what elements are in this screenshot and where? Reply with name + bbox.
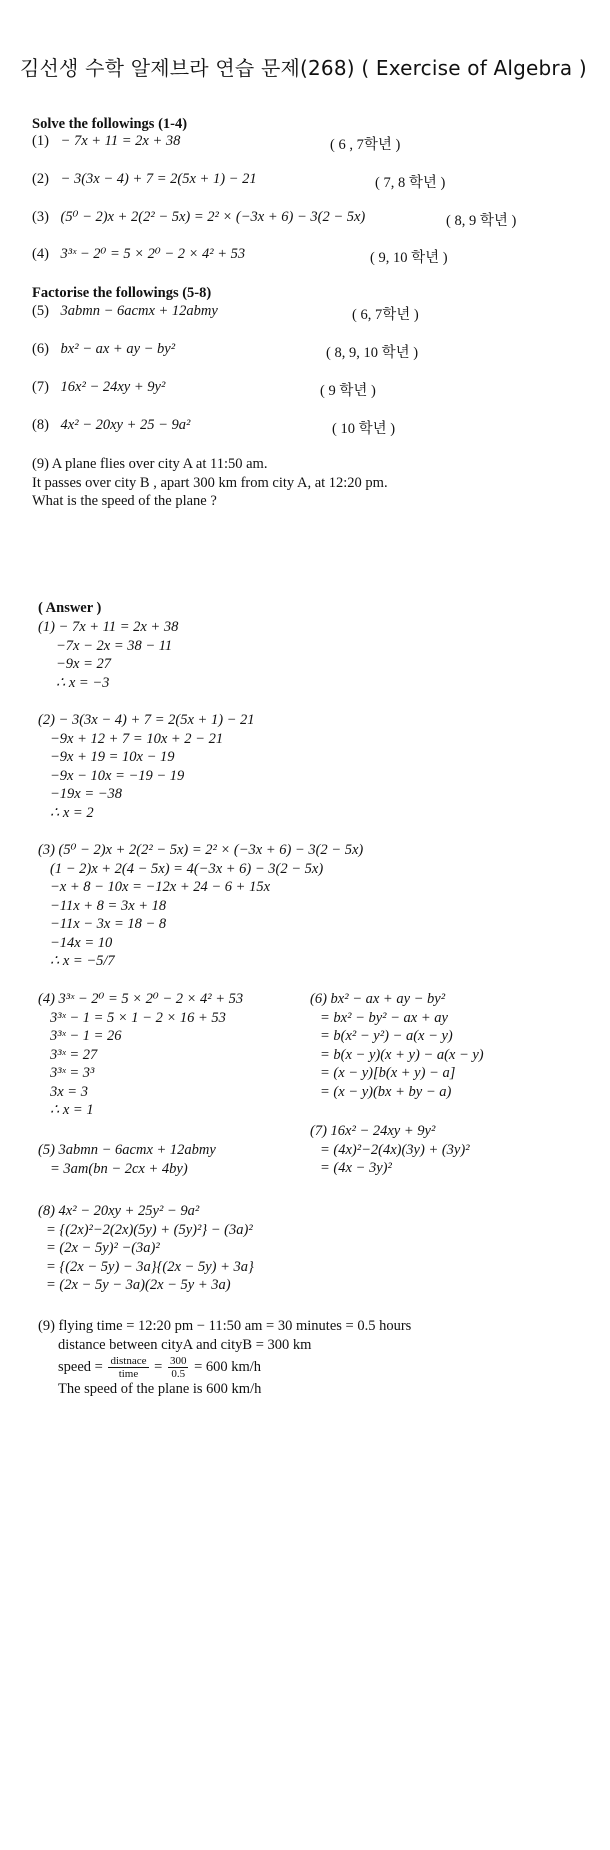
answer-9 [38,1317,411,1399]
question-9-line: It passes over city B , apart 300 km from city A, at 12:20 pm. [32,474,388,491]
question-6 [32,341,175,358]
answer-line: (3) (5⁰ − 2)x + 2(2² − 5x) = 2² × (−3x + 6) − 3(2 − 5x) [38,842,364,858]
answer-line: (6) bx² − ax + ay − by² [310,991,446,1007]
answer-line: ∴ x = −5/7 [50,953,115,969]
fraction-distance-time [108,1355,148,1380]
fraction-numerator: 300 [169,1355,187,1368]
grade-label: ( 9 학년 ) [320,383,376,399]
question-8 [32,417,190,434]
answer-7 [310,1122,470,1178]
question-expression: 3abmn − 6acmx + 12abmy [60,303,218,319]
answer-line: = (4x)²−2(4x)(3y) + (3y)² [320,1141,470,1158]
answer-line: = 3am(bn − 2cx + 4by) [50,1160,188,1177]
grade-label: ( 10 학년 ) [332,421,396,437]
answer-line: −9x + 12 + 7 = 10x + 2 − 21 [50,730,224,747]
question-expression: bx² − ax + ay − by² [60,341,176,357]
answer-line: (1) − 7x + 11 = 2x + 38 [38,619,179,635]
question-9-line: (9) A plane flies over city A at 11:50 am. [32,456,268,472]
answer-line: = {(2x − 5y) − 3a}{(2x − 5y) + 3a} [46,1258,254,1275]
answer-3 [38,841,363,971]
answer-line: −7x − 2x = 38 − 11 [56,637,173,654]
fraction-denominator: 0.5 [171,1368,186,1381]
answer-2 [38,711,255,822]
answer-line: (9) flying time = 12:20 pm − 11:50 am = 30 minutes = 0.5 hours [38,1318,412,1334]
question-expression: − 3(3x − 4) + 7 = 2(5x + 1) − 21 [60,171,257,187]
answer-line: −9x − 10x = −19 − 19 [50,767,185,784]
grade-label: ( 6, 7학년 ) [352,307,419,323]
answer-line: 3³ˣ − 1 = 5 × 1 − 2 × 16 + 53 [50,1009,226,1026]
speed-result: = 600 km/h [194,1359,262,1375]
answer-line: (5) 3abmn − 6acmx + 12abmy [38,1142,216,1158]
answer-line: (2) − 3(3x − 4) + 7 = 2(5x + 1) − 21 [38,712,255,728]
answer-line: 3³ˣ = 3³ [50,1065,95,1081]
question-9 [32,455,388,511]
question-number: (2) [32,171,49,187]
speed-formula [38,1354,411,1380]
question-number: (4) [32,246,49,262]
answer-line: (8) 4x² − 20xy + 25y² − 9a² [38,1203,200,1219]
answer-line: −11x + 8 = 3x + 18 [50,897,167,914]
fraction-300-over-0.5 [168,1355,189,1380]
question-2 [32,171,257,188]
equals-sign: = [154,1359,163,1375]
question-number: (7) [32,379,49,395]
answer-line: = b(x² − y²) − a(x − y) [320,1028,453,1044]
answer-line: −9x + 19 = 10x − 19 [50,749,175,765]
question-number: (1) [32,133,49,149]
question-5 [32,303,218,320]
answer-line: ∴ x = 1 [50,1102,94,1118]
page-title: 김선생 수학 알제브라 연습 문제(268) ( Exercise of Algebra ) [20,56,587,80]
speed-label: speed = [58,1359,103,1375]
fraction-denominator: time [118,1368,139,1381]
answer-line: = (4x − 3y)² [320,1160,392,1176]
grade-label: ( 9, 10 학년 ) [370,250,448,266]
answer-8 [38,1202,254,1295]
question-number: (5) [32,303,49,319]
answer-line: (4) 3³ˣ − 2⁰ = 5 × 2⁰ − 2 × 4² + 53 [38,991,244,1007]
answer-line: (1 − 2)x + 2(4 − 5x) = 4(−3x + 6) − 3(2 − 5x) [50,860,324,877]
answer-line: = (x − y)(bx + by − a) [320,1083,452,1100]
answer-line: ∴ x = 2 [50,804,94,821]
answer-line: 3³ˣ = 27 [50,1046,98,1063]
answer-5 [38,1141,216,1178]
question-number: (8) [32,417,49,433]
answer-line: ∴ x = −3 [56,674,110,691]
question-expression: − 7x + 11 = 2x + 38 [60,133,181,149]
answer-line: 3³ˣ − 1 = 26 [50,1028,122,1044]
section-solve-heading: Solve the followings (1-4) [32,116,188,132]
question-4 [32,246,245,263]
section-factorise-heading: Factorise the followings (5-8) [32,285,212,301]
grade-label: ( 7, 8 학년 ) [375,175,446,191]
answer-line: −9x = 27 [56,656,112,672]
grade-label: ( 6 , 7학년 ) [330,137,401,153]
answer-6 [310,990,484,1101]
answer-4 [38,990,243,1120]
question-9-line: What is the speed of the plane ? [32,493,217,509]
question-expression: 4x² − 20xy + 25 − 9a² [60,417,191,433]
answer-line: = (2x − 5y − 3a)(2x − 5y + 3a) [46,1277,231,1293]
question-number: (3) [32,209,49,225]
answer-line: = {(2x)²−2(2x)(5y) + (5y)²} − (3a)² [46,1221,253,1238]
question-7 [32,379,165,396]
answer-line: −x + 8 − 10x = −12x + 24 − 6 + 15x [50,879,271,895]
question-expression: (5⁰ − 2)x + 2(2² − 5x) = 2² × (−3x + 6) − 3(2 − 5x) [60,209,366,225]
question-number: (6) [32,341,49,357]
fraction-numerator: distnace [110,1355,147,1368]
answer-line: −11x − 3x = 18 − 8 [50,916,167,932]
answer-line: The speed of the plane is 600 km/h [58,1381,262,1397]
answer-line: = (x − y)[b(x + y) − a] [320,1065,456,1081]
question-expression: 16x² − 24xy + 9y² [60,379,166,395]
question-1 [32,133,180,150]
answer-line: −19x = −38 [50,786,123,802]
grade-label: ( 8, 9 학년 ) [446,213,517,229]
question-3 [32,209,365,226]
answer-line: 3x = 3 [50,1083,88,1100]
answer-heading: ( Answer ) [38,600,102,616]
answer-line: = (2x − 5y)² −(3a)² [46,1240,160,1256]
answer-line: (7) 16x² − 24xy + 9y² [310,1123,436,1139]
question-expression: 3³ˣ − 2⁰ = 5 × 2⁰ − 2 × 4² + 53 [60,246,246,262]
answer-line: −14x = 10 [50,934,113,951]
answer-line: distance between cityA and cityB = 300 km [58,1336,312,1353]
answer-1 [38,618,178,692]
answer-line: = bx² − by² − ax + ay [320,1009,448,1026]
grade-label: ( 8, 9, 10 학년 ) [326,345,419,361]
answer-line: = b(x − y)(x + y) − a(x − y) [320,1046,484,1063]
